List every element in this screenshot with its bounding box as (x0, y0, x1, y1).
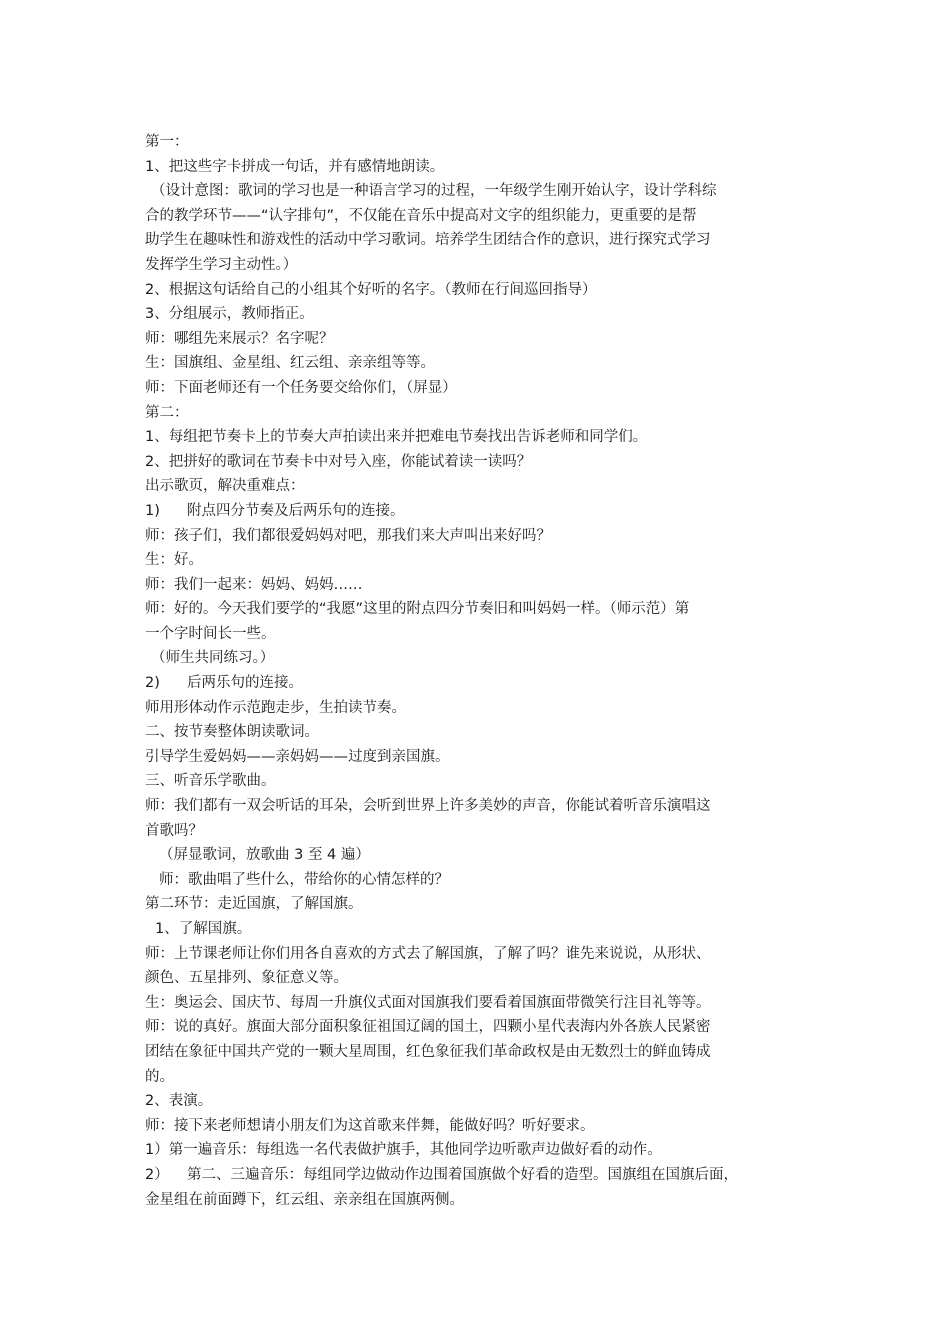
list-number: 2） (145, 1166, 169, 1183)
text-line: （屏显歌词，放歌曲 3 至 4 遍） (159, 847, 370, 864)
text-line: 师：孩子们，我们都很爱妈妈对吧，那我们来大声叫出来好吗？ (145, 527, 551, 544)
list-text: 后两乐句的连接。 (187, 675, 303, 692)
text-line: 3、分组展示，教师指正。 (145, 306, 314, 323)
text-line: 首歌吗？ (145, 822, 203, 839)
text-line: （设计意图：歌词的学习也是一种语言学习的过程，一年级学生刚开始认字，设计学科综 (151, 183, 717, 200)
text-line: 师：我们都有一双会听话的耳朵，会听到世界上许多美妙的声音，你能试着听音乐演唱这 (145, 798, 711, 815)
numbered-line (145, 671, 815, 696)
numbered-line (145, 1163, 815, 1188)
text-line: 生：国旗组、金星组、红云组、亲亲组等等。 (145, 355, 435, 372)
text-line: 团结在象征中国共产党的一颗大星周围，红色象征我们革命政权是由无数烈士的鲜血铸成 (145, 1043, 711, 1060)
text-line: 师：歌曲唱了些什么，带给你的心情怎样的？ (159, 871, 449, 888)
list-text: 附点四分节奏及后两乐句的连接。 (187, 502, 405, 519)
text-line: 师：上节课老师让你们用各自喜欢的方式去了解国旗，了解了吗？谁先来说说，从形状、 (145, 945, 711, 962)
list-number: 2) (145, 675, 160, 692)
text-line: 2、把拼好的歌词在节奏卡中对号入座，你能试着读一读吗？ (145, 453, 532, 470)
text-line: 1）第一遍音乐：每组选一名代表做护旗手，其他同学边听歌声边做好看的动作。 (145, 1142, 662, 1159)
text-line: 师：好的。今天我们要学的“我愿”这里的附点四分节奏旧和叫妈妈一样。（师示范）第 (145, 601, 690, 618)
document-page (145, 130, 815, 1212)
text-line: 第一： (145, 134, 189, 150)
text-line: 师：下面老师还有一个任务要交给你们，（屏显） (145, 379, 457, 396)
numbered-line (145, 499, 815, 524)
text-line: 师：我们一起来：妈妈、妈妈…… (145, 576, 363, 593)
text-line: 金星组在前面蹲下，红云组、亲亲组在国旗两侧。 (145, 1191, 464, 1208)
text-line: 师：哪组先来展示？名字呢？ (145, 330, 334, 347)
text-line: 1、每组把节奏卡上的节奏大声拍读出来并把难电节奏找出告诉老师和同学们。 (145, 429, 648, 446)
text-line: （师生共同练习。） (151, 650, 275, 667)
text-line: 三、听音乐学歌曲。 (145, 773, 276, 790)
list-number: 1) (145, 502, 160, 519)
text-line: 师用形体动作示范跑走步，生拍读节奏。 (145, 699, 406, 716)
text-line: 一个字时间长一些。 (145, 625, 276, 642)
text-line: 第二环节：走近国旗，了解国旗。 (145, 896, 363, 913)
text-line: 出示歌页，解决重难点： (145, 478, 305, 495)
text-line: 颜色、五星排列、象征意义等。 (145, 970, 348, 987)
text-line: 二、按节奏整体朗读歌词。 (145, 724, 319, 741)
text-line: 发挥学生学习主动性。） (145, 256, 298, 273)
text-line: 2、表演。 (145, 1093, 213, 1110)
text-line: 助学生在趣味性和游戏性的活动中学习歌词。培养学生团结合作的意识，进行探究式学习 (145, 232, 711, 249)
text-line: 1、了解国旗。 (155, 921, 252, 937)
text-line: 第二： (145, 404, 189, 421)
text-line: 2、根据这句话给自己的小组其个好听的名字。（教师在行间巡回指导） (145, 281, 597, 298)
text-line: 1、把这些字卡拼成一句话，并有感情地朗读。 (145, 158, 445, 175)
text-line: 师：接下来老师想请小朋友们为这首歌来伴舞，能做好吗？听好要求。 (145, 1117, 595, 1134)
text-line: 生：好。 (145, 552, 203, 569)
text-line: 合的教学环节——“认字排句”，不仅能在音乐中提高对文字的组织能力，更重要的是帮 (145, 207, 697, 224)
text-line: 的。 (145, 1068, 174, 1085)
list-text: 第二、三遍音乐：每组同学边做动作边围着国旗做个好看的造型。国旗组在国旗后面， (187, 1166, 738, 1183)
text-line: 引导学生爱妈妈——亲妈妈——过度到亲国旗。 (145, 748, 450, 765)
text-line: 师：说的真好。旗面大部分面积象征祖国辽阔的国土，四颗小星代表海内外各族人民紧密 (145, 1019, 711, 1036)
text-line: 生：奥运会、国庆节、每周一升旗仪式面对国旗我们要看着国旗面带微笑行注目礼等等。 (145, 994, 711, 1011)
